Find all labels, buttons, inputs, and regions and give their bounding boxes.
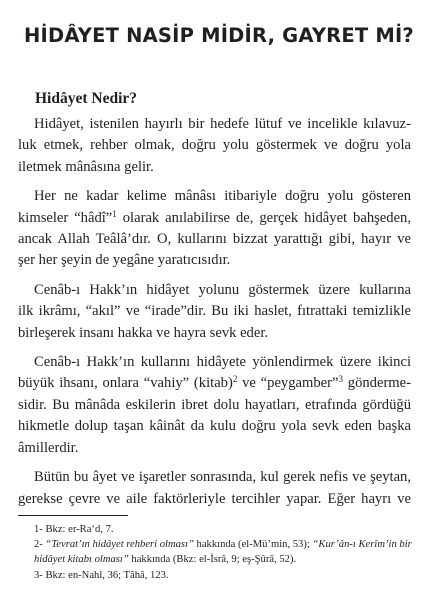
text-line: birleşerek insanı hakka ve hayra sevk eder. bbox=[18, 324, 269, 341]
text-segment: kimseler “hâdî” bbox=[18, 209, 113, 226]
paragraph-2 bbox=[18, 186, 411, 272]
text-segment: ve “peygamber” bbox=[237, 375, 339, 392]
footnote-divider bbox=[18, 515, 128, 516]
text-line bbox=[18, 208, 411, 229]
paragraph-5 bbox=[18, 467, 411, 510]
text-line: ancak Allah Teâlâ’dır. O, kullarını bizzat yarattığı gibi, hayır ve bbox=[18, 231, 411, 248]
text-segment: olarak anılabilirse de, gerçek hidâyet bahşeden, bbox=[116, 209, 411, 226]
footnote-text: hakkında (el-Mü’min, 53); bbox=[193, 539, 313, 551]
footnote-ref-3[interactable]: 3 bbox=[338, 374, 343, 385]
text-line: Her ne kadar kelime mânâsı itibariyle doğru yolu gösteren bbox=[34, 188, 411, 205]
text-line: Bütün bu âyet ve işaretler sonrasında, kul gerek nefis ve şeytan, bbox=[34, 469, 411, 486]
footnote-italic: hidâyet kitabı olması” bbox=[34, 554, 129, 566]
paragraph-3 bbox=[18, 280, 411, 344]
footnote-text: hakkında (Bkz: el-İsrâ, 9; eş-Şûrâ, 52). bbox=[128, 554, 297, 566]
text-line: gerekse çevre ve aile faktörleriyle tercihler yapar. Eğer hayrı ve bbox=[18, 490, 411, 507]
footnote-2 bbox=[18, 537, 411, 552]
footnote-number: 3- bbox=[34, 569, 43, 581]
footnote-3 bbox=[18, 568, 411, 583]
footnote-italic: “Tevrat’ın hidâyet rehberi olması” bbox=[45, 539, 194, 551]
footnote-text: Bkz: er-Ra‘d, 7. bbox=[45, 524, 114, 535]
footnote-1 bbox=[18, 522, 411, 537]
text-line: Hidâyet, istenilen hayırlı bir hedefe lütuf ve incelikle kılavuz- bbox=[34, 116, 411, 132]
text-line: Cenâb-ı Hakk’ın hidâyet yolunu göstermek üzere kullarına bbox=[34, 281, 411, 298]
section-heading: Hidâyet Nedir? bbox=[35, 90, 138, 107]
paragraph-1 bbox=[18, 114, 411, 178]
text-line: âmillerdir. bbox=[18, 439, 79, 456]
paragraph-4 bbox=[18, 352, 411, 459]
text-line: luk etmek, rehber olmak, doğru yolu göstermek ve doğru yola bbox=[18, 137, 411, 154]
footnote-ref-1[interactable]: 1 bbox=[112, 208, 117, 219]
footnote-2-continued bbox=[18, 552, 411, 567]
text-line: ilk ikrâmı, “akıl” ve “irade”dir. Bu iki haslet, fıtrattaki temizlikle bbox=[18, 303, 411, 320]
footnote-number: 2- bbox=[34, 539, 43, 551]
text-segment: büyük ihsanı, onlara “vahiy” (kitab) bbox=[18, 375, 233, 392]
chapter-title: HİDÂYET NASİP MİDİR, GAYRET Mİ? bbox=[24, 24, 414, 47]
footnotes bbox=[18, 522, 411, 583]
text-segment: gönderme- bbox=[343, 375, 411, 392]
text-line: iletmek mânâsına gelir. bbox=[18, 158, 154, 175]
footnote-number: 1- bbox=[34, 524, 43, 535]
footnote-ref-2[interactable]: 2 bbox=[232, 374, 238, 385]
body-text bbox=[18, 114, 411, 518]
text-line bbox=[18, 373, 411, 394]
text-line: sidir. Bu mânâda eskilerin ibret dolu hayatları, etrafında gördüğü bbox=[18, 396, 411, 413]
footnote-italic: “Kur’ân-ı Kerîm’in bir bbox=[312, 539, 412, 551]
footnote-text: Bkz: en-Nahl, 36; Tâhâ, 123. bbox=[45, 569, 169, 581]
text-line: şer her şeyin de yegâne yaratıcısıdır. bbox=[18, 252, 231, 269]
text-line: Cenâb-ı Hakk’ın kullarını hidâyete yönlendirmek üzere ikinci bbox=[34, 354, 411, 371]
text-line: hikmetle dolup taşan kâinât da kulu doğru yola sevk eden başka bbox=[18, 418, 411, 435]
